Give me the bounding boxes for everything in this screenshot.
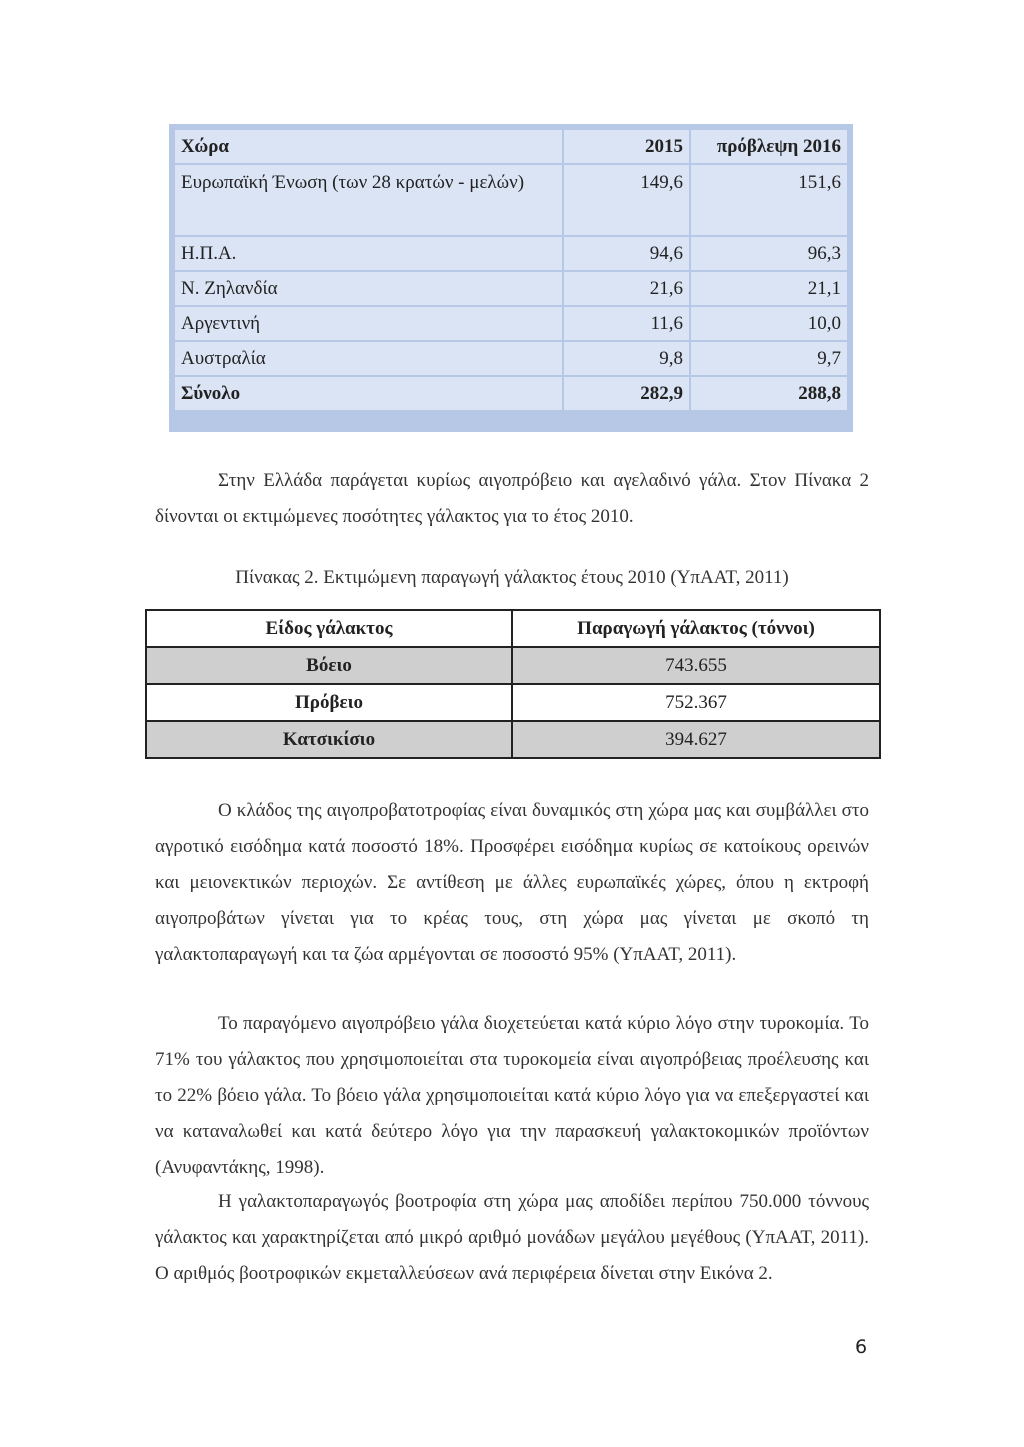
paragraph-cattle-farming: Η γαλακτοπαραγωγός βοοτροφία στη χώρα μας αποδίδει περίπου 750.000 τόννους γάλακτος και χαρακτηρίζεται από μικρό αριθμό μονάδων μεγάλου μεγέθους (ΥπΑΑΤ, 2011). Ο αριθμός βοοτροφικών εκμεταλλεύσεων ανά περιφέρεια δίνεται στην Εικόνα 2.	[155, 1191, 869, 1284]
header-country: Χώρα	[175, 130, 562, 163]
paragraph-cheese-making: Το παραγόμενο αιγοπρόβειο γάλα διοχετεύεται κατά κύριο λόγο στην τυροκομία. Το 71% του γάλακτος που χρησιμοποιείται στα τυροκομεία είναι αιγοπρόβειας προέλευσης και το 22% βόειο γάλα. Το βόειο γάλα χρησιμοποιείται κατά κύριο λόγο για να επεξεργαστεί και να καταναλωθεί και κατά δεύτερο λόγο για την παρασκευή γαλακτοκομικών προϊόντων (Ανυφαντάκης, 1998).	[155, 1013, 869, 1178]
row-value-2016: 151,6	[691, 165, 847, 235]
table-row	[146, 684, 880, 721]
table-1-header-row	[175, 130, 847, 163]
table-2	[145, 609, 881, 759]
row-value-2016: 21,1	[691, 272, 847, 305]
row-value-2016: 9,7	[691, 342, 847, 375]
milk-type: Πρόβειο	[146, 684, 512, 721]
table-row	[175, 237, 847, 270]
row-value-2015: 9,8	[564, 342, 689, 375]
table-row	[175, 342, 847, 375]
milk-type: Κατσικίσιο	[146, 721, 512, 758]
milk-production: 394.627	[512, 721, 880, 758]
row-value-2015: 149,6	[564, 165, 689, 235]
row-country: Ν. Ζηλανδία	[175, 272, 562, 305]
row-country: Ευρωπαϊκή Ένωση (των 28 κρατών - μελών)	[175, 165, 562, 235]
table-2-header-row	[146, 610, 880, 647]
header-forecast-2016: πρόβλεψη 2016	[691, 130, 847, 163]
row-value-2015: 11,6	[564, 307, 689, 340]
milk-production-table-1	[169, 124, 853, 432]
total-2015: 282,9	[564, 377, 689, 410]
header-milk-production: Παραγωγή γάλακτος (τόννοι)	[512, 610, 880, 647]
table-1	[173, 128, 849, 412]
paragraph-sheep-goat-sector: Ο κλάδος της αιγοπροβατοτροφίας είναι δυναμικός στη χώρα μας και συμβάλλει στο αγροτικό εισόδημα κατά ποσοστό 18%. Προσφέρει εισόδημα κυρίως σε κατοίκους ορεινών και μειονεκτικών περιοχών. Σε αντίθεση με άλλες ευρωπαϊκές χώρες, όπου η εκτροφή αιγοπροβάτων γίνεται για το κρέας τους, στη χώρα μας γίνεται με σκοπό τη γαλακτοπαραγωγή και τα ζώα αρμέγονται σε ποσοστό 95% (ΥπΑΑΤ, 2011).	[155, 800, 869, 965]
row-country: Αυστραλία	[175, 342, 562, 375]
milk-production: 743.655	[512, 647, 880, 684]
milk-type: Βόειο	[146, 647, 512, 684]
total-2016: 288,8	[691, 377, 847, 410]
header-2015: 2015	[564, 130, 689, 163]
row-value-2015: 21,6	[564, 272, 689, 305]
table-row	[175, 307, 847, 340]
table-row	[146, 721, 880, 758]
page-number: 6	[855, 1336, 868, 1358]
row-country: Η.Π.Α.	[175, 237, 562, 270]
table-total-row	[175, 377, 847, 410]
table-2-caption: Πίνακας 2. Εκτιμώμενη παραγωγή γάλακτος έτους 2010 (ΥπΑΑΤ, 2011)	[235, 567, 789, 588]
row-country: Αργεντινή	[175, 307, 562, 340]
milk-production: 752.367	[512, 684, 880, 721]
header-milk-type: Είδος γάλακτος	[146, 610, 512, 647]
row-value-2016: 10,0	[691, 307, 847, 340]
table-row	[146, 647, 880, 684]
table-row	[175, 272, 847, 305]
total-label: Σύνολο	[175, 377, 562, 410]
row-value-2016: 96,3	[691, 237, 847, 270]
paragraph-greece-milk: Στην Ελλάδα παράγεται κυρίως αιγοπρόβειο και αγελαδινό γάλα. Στον Πίνακα 2 δίνονται οι εκτιμώμενες ποσότητες γάλακτος για το έτος 2010.	[155, 470, 869, 527]
table-row	[175, 165, 847, 235]
row-value-2015: 94,6	[564, 237, 689, 270]
